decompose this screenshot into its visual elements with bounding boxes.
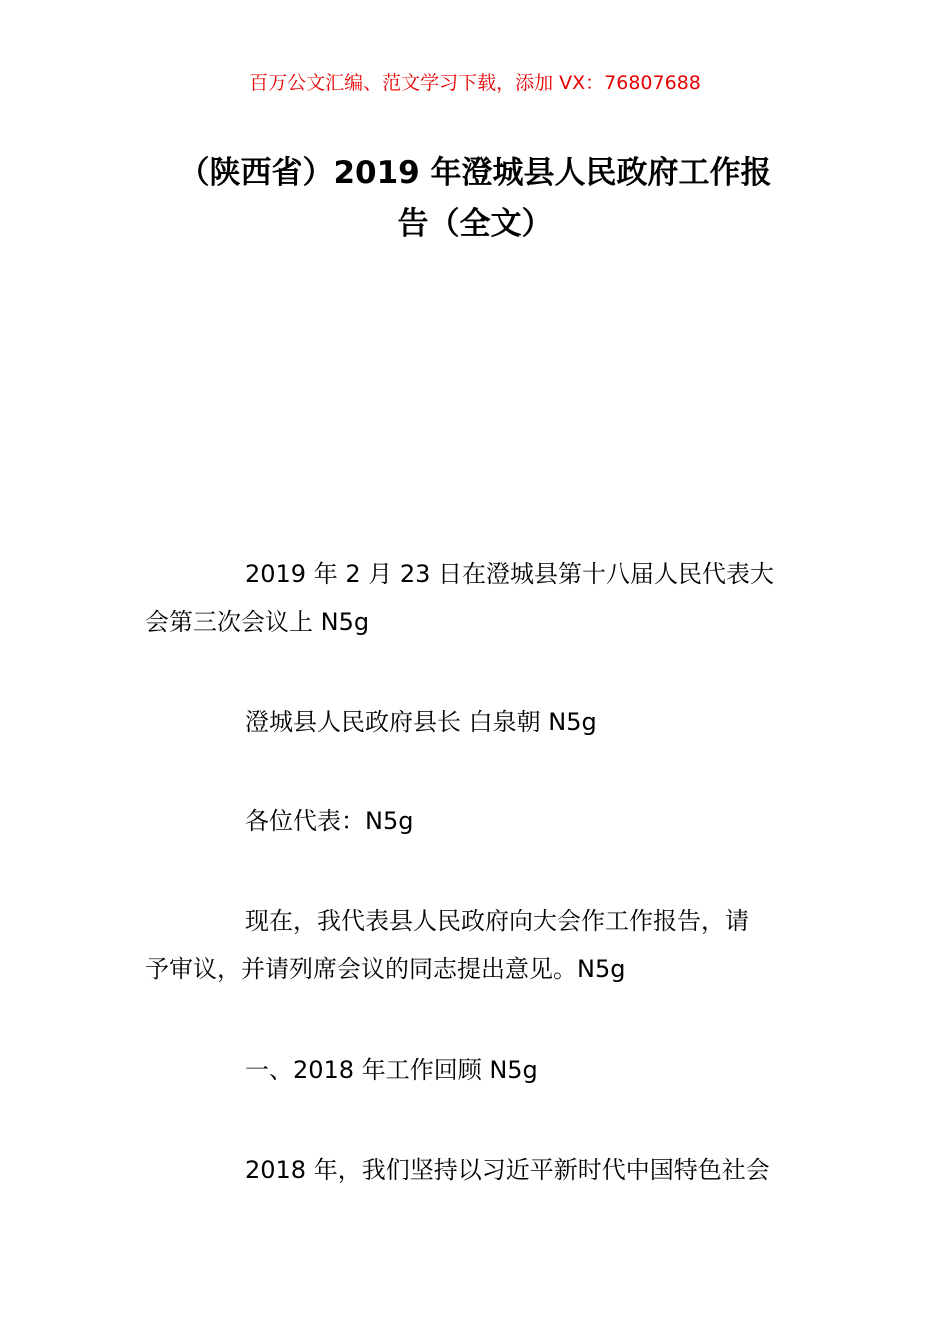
paragraph-speaker <box>145 698 810 746</box>
paragraph-line: 2019 年 2 月 23 日在澄城县第十八届人民代表大 <box>245 560 775 588</box>
paragraph-line: 现在，我代表县人民政府向大会作工作报告，请 <box>245 907 749 935</box>
paragraph-line: 各位代表：N5g <box>245 807 414 835</box>
header-watermark-note: 百万公文汇编、范文学习下载，添加 VX：76807688 <box>249 72 701 94</box>
paragraph-line: 2018 年，我们坚持以习近平新时代中国特色社会 <box>245 1156 770 1184</box>
paragraph-line: 澄城县人民政府县长 白泉朝 N5g <box>245 708 597 736</box>
section-heading <box>145 1046 810 1094</box>
paragraph-opening <box>145 897 810 993</box>
document-title <box>140 148 810 250</box>
paragraph-line: 一、2018 年工作回顾 N5g <box>245 1056 538 1084</box>
title-line-1: （陕西省）2019 年澄城县人民政府工作报 <box>178 155 772 191</box>
paragraph-review <box>145 1146 810 1194</box>
paragraph-line: 予审议，并请列席会议的同志提出意见。N5g <box>145 955 626 983</box>
paragraph-meeting-info <box>145 550 810 646</box>
paragraph-salutation <box>145 797 810 845</box>
paragraph-line: 会第三次会议上 N5g <box>145 608 370 636</box>
title-line-2: 告（全文） <box>397 206 553 242</box>
